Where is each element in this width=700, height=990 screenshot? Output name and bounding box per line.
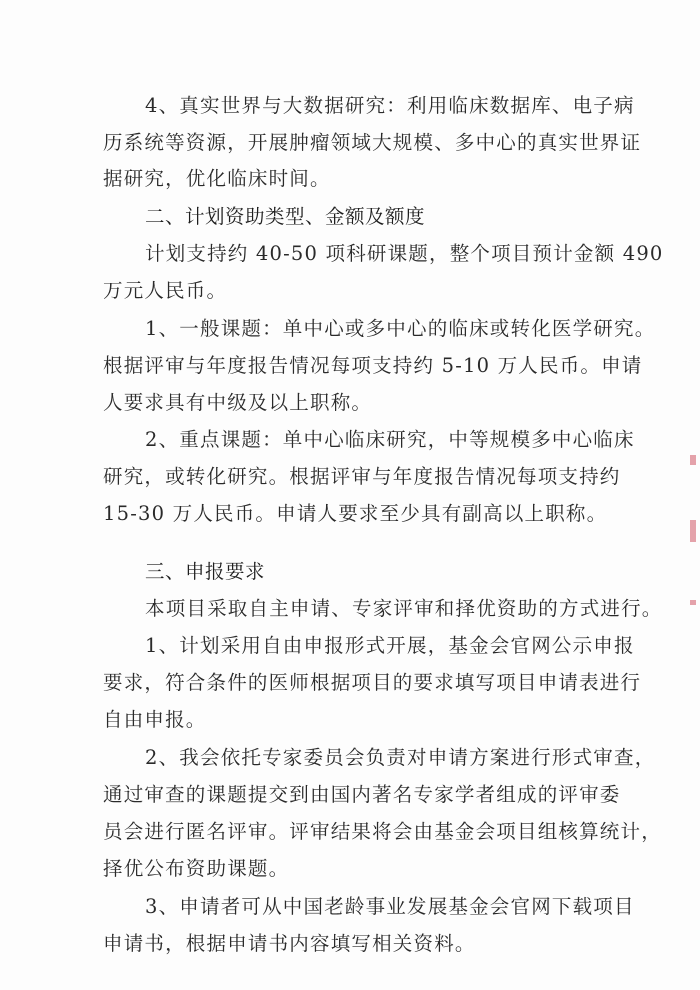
paragraph-line: 计划支持约 40-50 项科研课题，整个项目预计金额 490: [145, 242, 664, 265]
paragraph-line: 2、我会依托专家委员会负责对申请方案进行形式审查，: [145, 746, 656, 769]
paragraph-line: 自由申报。: [103, 708, 207, 731]
paragraph-line: 3、申请者可从中国老龄事业发展基金会官网下载项目: [145, 895, 635, 918]
paragraph-line: 根据评审与年度报告情况每项支持约 5-10 万人民币。申请: [103, 354, 643, 377]
paragraph-line: 员会进行匿名评审。评审结果将会由基金会项目组核算统计，: [103, 820, 662, 843]
paragraph-line: 4、真实世界与大数据研究：利用临床数据库、电子病: [145, 94, 635, 117]
paragraph-line: 15-30 万人民币。申请人要求至少具有副高以上职称。: [103, 502, 608, 525]
paragraph-line: 择优公布资助课题。: [103, 857, 290, 880]
paragraph-line: 本项目采取自主申请、专家评审和择优资助的方式进行。: [145, 597, 663, 620]
paragraph-line: 1、一般课题：单中心或多中心的临床或转化医学研究。: [145, 317, 656, 340]
paragraph-line: 人要求具有中级及以上职称。: [103, 391, 373, 414]
paragraph-line: 研究，或转化研究。根据评审与年度报告情况每项支持约: [103, 465, 621, 488]
paragraph-line: 通过审查的课题提交到由国内著名专家学者组成的评审委: [103, 783, 621, 806]
section-heading: 二、计划资助类型、金额及额度: [145, 205, 426, 228]
paragraph-line: 申请书，根据申请书内容填写相关资料。: [103, 932, 476, 955]
seal-edge-mark: [690, 520, 696, 542]
paragraph-line: 要求，符合条件的医师根据项目的要求填写项目申请表进行: [103, 671, 642, 694]
section-heading: 三、申报要求: [145, 560, 266, 583]
paragraph-line: 历系统等资源，开展肿瘤领域大规模、多中心的真实世界证: [103, 131, 642, 154]
paragraph-line: 2、重点课题：单中心临床研究，中等规模多中心临床: [145, 428, 635, 451]
paragraph-line: 据研究，优化临床时间。: [103, 167, 331, 190]
seal-edge-mark: [690, 600, 696, 605]
paragraph-line: 万元人民币。: [103, 279, 228, 302]
seal-edge-mark: [690, 455, 696, 465]
paragraph-line: 1、计划采用自由申报形式开展，基金会官网公示申报: [145, 634, 635, 657]
